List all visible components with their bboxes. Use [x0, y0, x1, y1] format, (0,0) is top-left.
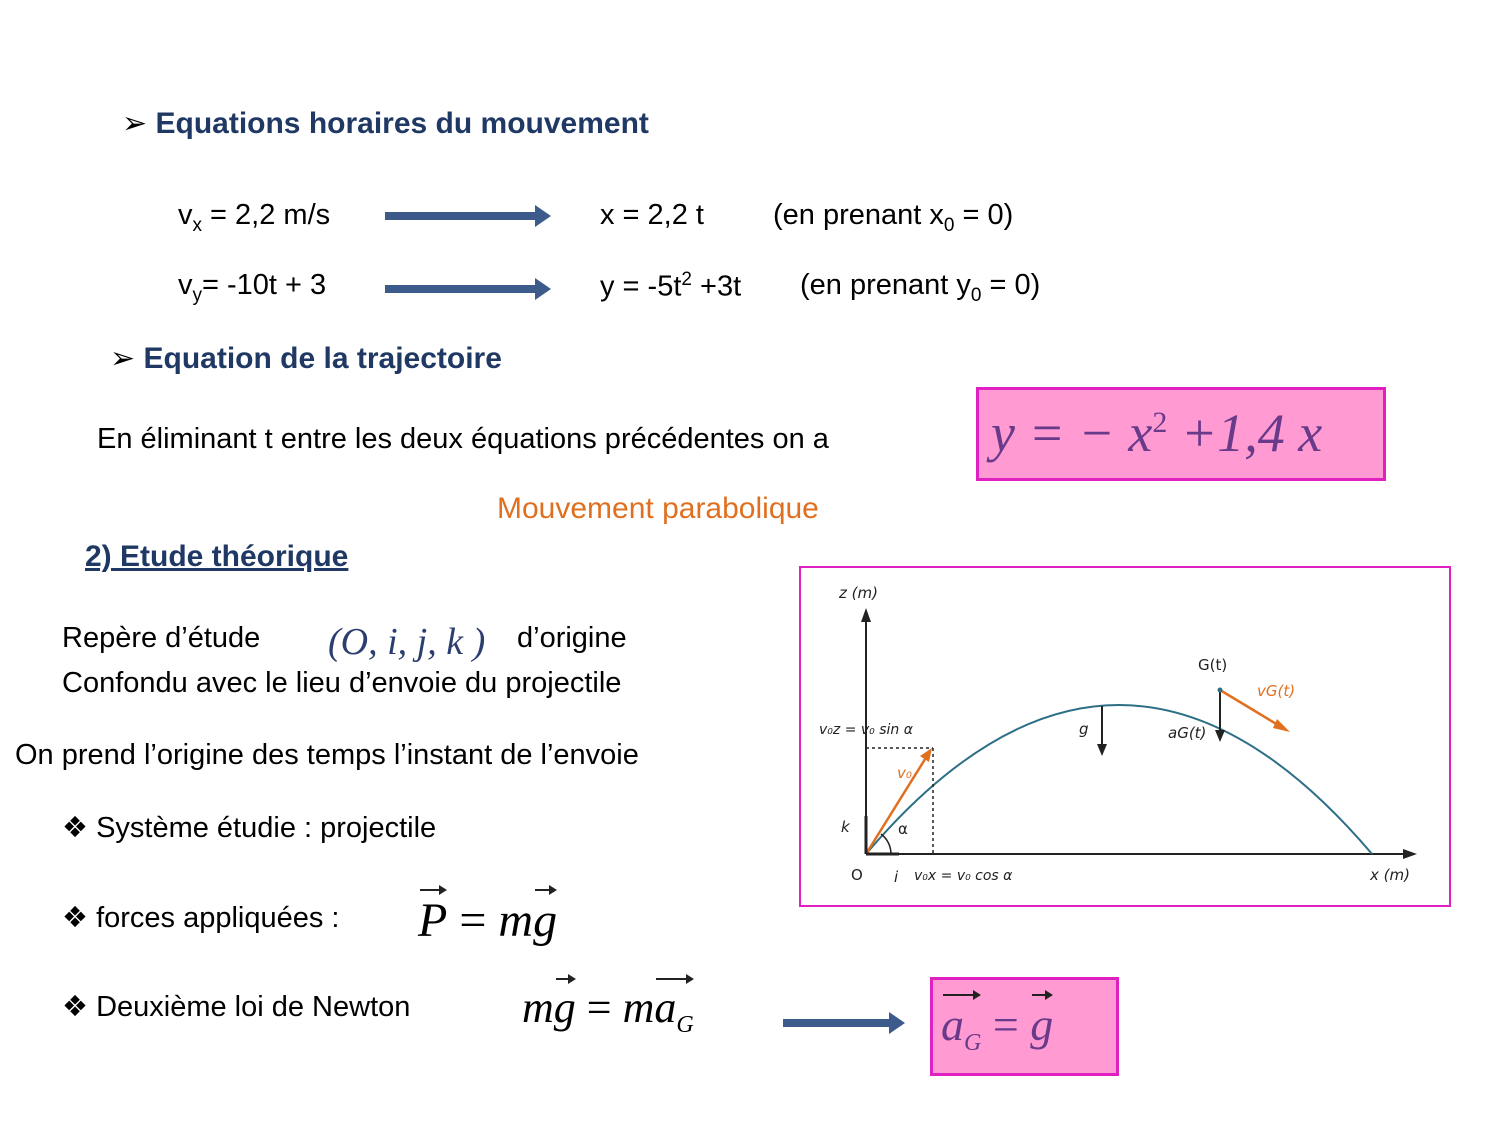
aG-label: aG(t) — [1168, 724, 1207, 742]
force-equation — [418, 893, 557, 948]
repere-line2: Confondu avec le lieu d’envoie du projectile — [62, 667, 622, 699]
bullet-systeme — [62, 810, 436, 845]
repere-label: Repère d’étude — [62, 622, 261, 654]
vG-label: vG(t) — [1257, 682, 1296, 700]
v0-label: v₀ — [897, 764, 912, 782]
note-text-end: = 0) — [981, 269, 1041, 301]
equals-sign: = — [586, 983, 612, 1032]
mass-symbol: m — [522, 983, 554, 1032]
elimination-text: En éliminant t entre les deux équations précédentes on a — [97, 423, 829, 455]
note-subscript: 0 — [943, 214, 955, 236]
x0-note — [773, 199, 1013, 237]
y-eq-text-end: +3t — [691, 270, 742, 303]
repere-origin-label: d’origine — [517, 622, 627, 654]
arrow-bullet-icon: ➢ — [110, 342, 136, 375]
diamond-bullet-icon: ❖ — [62, 902, 88, 934]
x-axis-label: x (m) — [1370, 866, 1410, 884]
vy-subscript: y — [192, 284, 202, 306]
vx-equation — [178, 199, 330, 237]
z-axis-label: z (m) — [839, 584, 878, 602]
vy-symbol: v — [178, 269, 193, 301]
y-eq-exponent: 2 — [681, 269, 692, 290]
vector-g: g — [533, 894, 558, 947]
y-equation — [600, 269, 741, 304]
x-equation: x = 2,2 t — [600, 199, 704, 231]
equals-sign: = — [459, 894, 487, 947]
etude-theorique-title: 2) Etude théorique — [85, 540, 349, 573]
result-equation — [941, 998, 1053, 1057]
implies-arrow-icon — [385, 285, 537, 293]
accel-symbol: a — [941, 999, 964, 1050]
note-text-end: = 0) — [954, 199, 1014, 231]
mass-symbol: m — [498, 894, 534, 947]
bullet-forces — [62, 900, 340, 935]
vy-value: = -10t + 3 — [202, 269, 327, 301]
note-text: (en prenant x — [773, 199, 944, 231]
G-label: G(t) — [1198, 656, 1228, 674]
origin-time-text: On prend l’origine des temps l’instant de l’envoie — [15, 739, 639, 771]
vector-aG — [941, 998, 981, 1057]
note-subscript: 0 — [970, 284, 982, 306]
result-equation-box — [930, 977, 1119, 1076]
origin-label: O — [851, 866, 863, 884]
arrow-bullet-icon: ➢ — [122, 107, 148, 140]
g-label: g — [1079, 720, 1089, 738]
vector-g: g — [553, 983, 576, 1032]
k-label: k — [841, 818, 850, 836]
implies-arrow-icon — [783, 1019, 891, 1027]
y0-note — [800, 269, 1040, 307]
i-label: i — [894, 868, 899, 886]
v0x-label: v₀x = v₀ cos α — [914, 868, 1013, 884]
section-title: Equations horaires du mouvement — [155, 107, 649, 140]
y-eq-text: y = -5t — [600, 270, 682, 303]
vx-symbol: v — [178, 199, 193, 231]
vector-P: P — [418, 894, 448, 947]
diamond-bullet-icon: ❖ — [62, 812, 88, 844]
bullet-text: Système étudie : projectile — [96, 812, 437, 844]
bullet-text: forces appliquées : — [96, 902, 340, 934]
vector-g: g — [1030, 999, 1054, 1050]
newton-equation — [522, 982, 694, 1039]
section-title: Equation de la trajectoire — [143, 342, 502, 375]
implies-arrow-icon — [385, 212, 537, 220]
trajectory-equation — [991, 402, 1322, 464]
note-text: (en prenant y — [800, 269, 971, 301]
diamond-bullet-icon: ❖ — [62, 991, 88, 1023]
alpha-label: α — [898, 820, 908, 838]
point-G — [1218, 688, 1223, 693]
equals-sign: = — [992, 999, 1019, 1050]
vy-equation — [178, 269, 326, 307]
section-heading-trajectoire — [110, 341, 502, 376]
accel-subscript: G — [964, 1030, 982, 1057]
trajectory-equation-box — [976, 387, 1386, 481]
bullet-newton — [62, 989, 410, 1024]
bullet-text: Deuxième loi de Newton — [96, 991, 411, 1023]
repere-math: (O, i, j, k ) — [328, 621, 486, 663]
traj-eq-exponent: 2 — [1152, 406, 1168, 439]
accel-symbol: a — [654, 983, 677, 1032]
mass-symbol: m — [622, 983, 655, 1032]
traj-eq-lhs: y = − x — [991, 403, 1153, 463]
vx-subscript: x — [192, 214, 202, 236]
vx-value: = 2,2 m/s — [202, 199, 331, 231]
v0z-label: v₀z = v₀ sin α — [819, 722, 913, 738]
projectile-diagram — [799, 566, 1451, 907]
vector-aG — [654, 982, 693, 1039]
traj-eq-rhs: +1,4 x — [1167, 403, 1323, 463]
mouvement-parabolique-label: Mouvement parabolique — [497, 492, 819, 525]
section-heading-equations-horaires — [122, 106, 649, 141]
accel-subscript: G — [676, 1011, 694, 1038]
